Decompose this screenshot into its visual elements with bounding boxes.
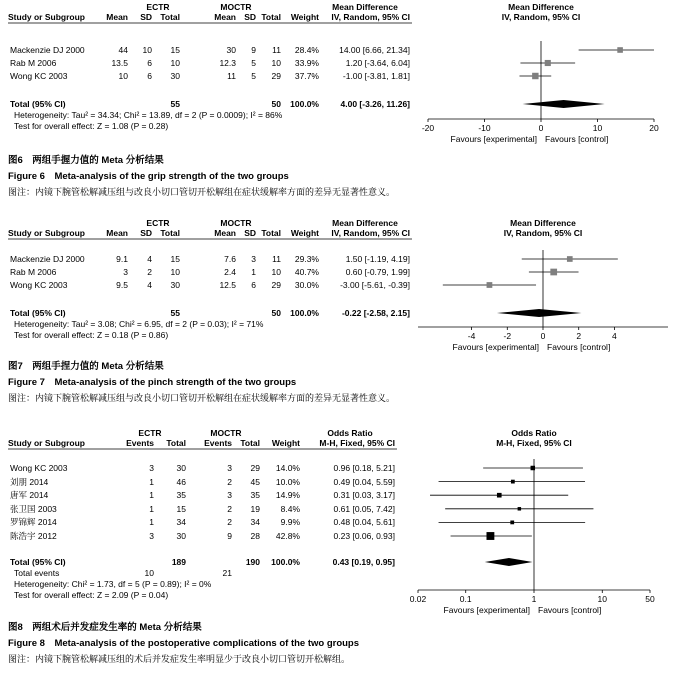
figure-8-forest-plot: [0, 426, 683, 682]
column-header-study: Study or Subgroup: [8, 438, 85, 448]
study-ci: -1.00 [-3.81, 1.81]: [342, 71, 410, 81]
study-weight: 42.8%: [275, 531, 300, 541]
study-value: 9: [227, 531, 232, 541]
study-value: 1: [149, 476, 154, 487]
study-ci: 0.49 [0.04, 5.59]: [333, 476, 395, 487]
study-value: 19: [250, 503, 260, 514]
column-header-weight: Weight: [290, 12, 319, 22]
x-axis-tick-label: 10: [592, 123, 603, 133]
total-weight: 100.0%: [290, 308, 319, 318]
study-name: Wong KC 2003: [10, 280, 68, 290]
study-value: 5: [251, 71, 256, 81]
study-ci: -3.00 [-5.61, -0.39]: [340, 280, 410, 290]
study-value: 29: [271, 280, 281, 290]
column-header: Total: [160, 228, 180, 238]
study-point-estimate: [511, 480, 515, 484]
favours-right-label: Favours [control]: [545, 134, 609, 144]
study-point-estimate: [550, 269, 557, 276]
study-name: Mackenzie DJ 2000: [10, 45, 85, 55]
study-value: 2.4: [224, 267, 236, 277]
group-header-experimental: ECTR: [146, 2, 170, 12]
study-ci: 0.60 [-0.79, 1.99]: [345, 267, 410, 277]
study-value: 3: [227, 490, 232, 501]
study-ci: 1.20 [-3.64, 6.04]: [345, 58, 410, 68]
study-value: 1: [149, 503, 154, 514]
column-header-study: Study or Subgroup: [8, 12, 85, 22]
total-events-experimental: 10: [144, 568, 154, 578]
column-header: SD: [140, 228, 152, 238]
study-ci: 0.61 [0.05, 7.42]: [333, 503, 395, 514]
study-weight: 28.4%: [294, 45, 319, 55]
study-name: 唐军 2014: [10, 490, 49, 501]
study-weight: 29.3%: [294, 254, 319, 264]
figure-note: 图注：内镜下腕管松解减压组的术后并发症发生率明显少于改良小切口管切开松解组。: [8, 654, 351, 664]
study-name: Rab M 2006: [10, 58, 57, 68]
study-name: Rab M 2006: [10, 267, 57, 277]
study-weight: 33.9%: [294, 58, 319, 68]
study-value: 3: [123, 267, 128, 277]
study-value: 29: [250, 463, 260, 473]
effect-header-table: Mean Difference: [332, 2, 398, 12]
study-value: 6: [147, 58, 152, 68]
column-header: Total: [166, 438, 186, 448]
study-value: 2: [227, 503, 232, 514]
column-header-ci: IV, Random, 95% CI: [331, 12, 410, 22]
study-value: 5: [251, 58, 256, 68]
study-point-estimate: [487, 282, 493, 288]
total-n2: 190: [245, 557, 260, 567]
column-header-ci: IV, Random, 95% CI: [331, 228, 410, 238]
study-value: 35: [250, 490, 260, 501]
plot-header-method: IV, Random, 95% CI: [503, 228, 583, 238]
plot-header-method: M-H, Fixed, 95% CI: [496, 438, 572, 448]
study-value: 10: [170, 58, 180, 68]
column-header: SD: [140, 12, 152, 22]
overall-effect-text: Test for overall effect: Z = 2.09 (P = 0.04): [14, 590, 169, 600]
x-axis-tick-label: -2: [503, 331, 512, 341]
column-header: Events: [126, 438, 154, 448]
x-axis-tick-label: 0.02: [409, 594, 427, 604]
column-header: Total: [261, 12, 281, 22]
study-value: 9.5: [116, 280, 128, 290]
effect-header-table: Mean Difference: [332, 218, 398, 228]
study-value: 2: [147, 267, 152, 277]
favours-right-label: Favours [control]: [538, 605, 602, 615]
x-axis-tick-label: 20: [649, 123, 659, 133]
study-value: 4: [147, 254, 152, 264]
study-value: 11: [272, 254, 281, 264]
study-value: 11: [227, 71, 236, 81]
study-name: Wong KC 2003: [10, 463, 68, 473]
study-point-estimate: [617, 47, 623, 53]
study-ci: 0.48 [0.04, 5.61]: [333, 517, 395, 528]
study-ci: 0.23 [0.06, 0.93]: [333, 531, 395, 541]
study-value: 6: [251, 280, 256, 290]
x-axis-tick-label: 2: [576, 331, 582, 341]
study-point-estimate: [510, 521, 514, 525]
total-ci: -0.22 [-2.58, 2.15]: [341, 308, 410, 318]
group-header-control: MOCTR: [210, 428, 242, 438]
study-ci: 14.00 [6.66, 21.34]: [339, 45, 410, 55]
total-events-label: Total events: [14, 568, 60, 578]
x-axis-tick-label: -4: [467, 331, 476, 341]
x-axis-tick-label: 50: [645, 594, 655, 604]
x-axis-tick-label: 4: [612, 331, 617, 341]
study-weight: 14.9%: [275, 490, 300, 501]
column-header-weight: Weight: [271, 438, 300, 448]
figure-7-forest-plot: [0, 216, 683, 408]
total-weight: 100.0%: [271, 557, 300, 567]
study-point-estimate: [545, 60, 551, 66]
study-name: 张卫国 2003: [10, 503, 57, 514]
study-value: 10: [170, 267, 180, 277]
study-value: 35: [176, 490, 186, 501]
study-weight: 8.4%: [280, 503, 300, 514]
overall-effect-text: Test for overall effect: Z = 1.08 (P = 0.28): [14, 121, 169, 131]
overall-effect-text: Test for overall effect: Z = 0.18 (P = 0.86): [14, 330, 169, 340]
study-ci: 1.50 [-1.19, 4.19]: [345, 254, 410, 264]
study-point-estimate: [518, 507, 521, 510]
group-header-experimental: ECTR: [138, 428, 162, 438]
study-point-estimate: [567, 256, 573, 262]
favours-left-label: Favours [experimental]: [450, 134, 537, 144]
heterogeneity-text: Heterogeneity: Chi² = 1.73, df = 5 (P = 0.89); I² = 0%: [14, 579, 212, 589]
study-ci: 0.96 [0.18, 5.21]: [333, 463, 395, 473]
x-axis-tick-label: 1: [531, 594, 537, 604]
study-name: 罗锦辉 2014: [10, 517, 57, 528]
column-header: SD: [244, 228, 256, 238]
column-header: SD: [244, 12, 256, 22]
study-value: 3: [149, 531, 154, 541]
study-value: 7.6: [224, 254, 236, 264]
study-value: 34: [176, 517, 186, 528]
x-axis-tick-label: 0.1: [459, 594, 472, 604]
study-weight: 9.9%: [280, 517, 300, 528]
heterogeneity-text: Heterogeneity: Tau² = 34.34; Chi² = 13.89, df = 2 (P = 0.0009); I² = 86%: [14, 110, 283, 120]
study-value: 9: [251, 45, 256, 55]
favours-left-label: Favours [experimental]: [452, 342, 539, 352]
figure-caption-chinese: 图8 两组术后并发症发生率的 Meta 分析结果: [8, 622, 202, 633]
study-value: 3: [227, 463, 232, 473]
total-diamond: [497, 309, 581, 317]
study-value: 15: [176, 503, 186, 514]
group-header-experimental: ECTR: [146, 218, 170, 228]
study-value: 30: [170, 71, 180, 81]
column-header: Total: [160, 12, 180, 22]
total-n1: 55: [170, 99, 180, 109]
total-diamond: [485, 558, 533, 566]
column-header-study: Study or Subgroup: [8, 228, 85, 238]
figure-note: 图注：内镜下腕管松解减压组与改良小切口管切开松解组在症状缓解率方面的差异无显著性意义。: [8, 393, 396, 403]
group-header-control: MOCTR: [220, 2, 252, 12]
figure-caption-english: Figure 6 Meta-analysis of the grip strength of the two groups: [8, 171, 289, 182]
study-value: 2: [227, 517, 232, 528]
study-name: 陈浩宇 2012: [10, 531, 57, 541]
study-value: 6: [147, 71, 152, 81]
figure-caption-chinese: 图6 两组手握力值的 Meta 分析结果: [8, 155, 164, 166]
study-value: 3: [149, 463, 154, 473]
column-header: Mean: [214, 228, 236, 238]
study-value: 1: [149, 517, 154, 528]
total-ci: 4.00 [-3.26, 11.26]: [340, 99, 410, 109]
figure-caption-chinese: 图7 两组手捏力值的 Meta 分析结果: [8, 361, 164, 372]
study-value: 10: [118, 71, 128, 81]
study-value: 10: [142, 45, 152, 55]
x-axis-tick-label: -10: [478, 123, 491, 133]
column-header: Total: [240, 438, 260, 448]
total-n1: 189: [171, 557, 186, 567]
study-weight: 40.7%: [294, 267, 319, 277]
study-weight: 14.0%: [275, 463, 300, 473]
column-header-weight: Weight: [290, 228, 319, 238]
study-value: 10: [271, 267, 281, 277]
study-ci: 0.31 [0.03, 3.17]: [333, 490, 395, 501]
figure-note: 图注：内镜下腕管松解减压组与改良小切口管切开松解组在症状缓解率方面的差异无显著性意义。: [8, 187, 396, 197]
plot-header-method: IV, Random, 95% CI: [501, 12, 581, 22]
study-value: 30: [170, 280, 180, 290]
heterogeneity-text: Heterogeneity: Tau² = 3.08; Chi² = 6.95, df = 2 (P = 0.03); I² = 71%: [14, 319, 264, 329]
x-axis-tick-label: 10: [597, 594, 607, 604]
study-value: 1: [251, 267, 256, 277]
study-point-estimate: [497, 493, 502, 498]
study-value: 9.1: [116, 254, 128, 264]
figure-caption-english: Figure 7 Meta-analysis of the pinch strength of the two groups: [8, 377, 297, 388]
study-name: Mackenzie DJ 2000: [10, 254, 85, 264]
effect-header-plot: Mean Difference: [508, 2, 574, 12]
x-axis-tick-label: -20: [421, 123, 435, 133]
study-value: 46: [176, 476, 186, 487]
study-value: 45: [250, 476, 260, 487]
study-value: 30: [226, 45, 236, 55]
favours-left-label: Favours [experimental]: [443, 605, 530, 615]
favours-right-label: Favours [control]: [547, 342, 611, 352]
study-value: 2: [227, 476, 232, 487]
study-value: 44: [118, 45, 128, 55]
study-value: 15: [170, 45, 180, 55]
study-value: 11: [272, 45, 281, 55]
effect-header-plot: Odds Ratio: [511, 428, 557, 438]
total-label: Total (95% CI): [10, 557, 66, 567]
total-label: Total (95% CI): [10, 99, 66, 109]
study-value: 34: [250, 517, 260, 528]
total-n1: 55: [170, 308, 180, 318]
study-value: 30: [176, 531, 186, 541]
study-value: 10: [271, 58, 281, 68]
study-name: Wong KC 2003: [10, 71, 68, 81]
x-axis-tick-label: 0: [540, 331, 546, 341]
column-header: Mean: [106, 12, 128, 22]
column-header: Events: [204, 438, 232, 448]
study-value: 3: [251, 254, 256, 264]
study-value: 30: [176, 463, 186, 473]
column-header: Mean: [106, 228, 128, 238]
column-header-ci: M-H, Fixed, 95% CI: [319, 438, 395, 448]
effect-header-plot: Mean Difference: [510, 218, 576, 228]
study-value: 12.5: [219, 280, 236, 290]
x-axis-tick-label: 0: [538, 123, 544, 133]
study-weight: 30.0%: [294, 280, 319, 290]
effect-header-table: Odds Ratio: [327, 428, 373, 438]
study-weight: 37.7%: [294, 71, 319, 81]
study-name: 刘朋 2014: [10, 476, 49, 487]
figure-caption-english: Figure 8 Meta-analysis of the postoperative complications of the two groups: [8, 638, 360, 649]
total-diamond: [523, 100, 605, 108]
study-point-estimate: [486, 532, 494, 540]
study-value: 15: [170, 254, 180, 264]
total-label: Total (95% CI): [10, 308, 66, 318]
total-n2: 50: [271, 308, 281, 318]
column-header: Mean: [214, 12, 236, 22]
study-point-estimate: [532, 73, 538, 79]
study-value: 13.5: [111, 58, 128, 68]
total-events-control: 21: [222, 568, 232, 578]
study-value: 1: [149, 490, 154, 501]
study-value: 28: [250, 531, 260, 541]
figure-6-forest-plot: [0, 0, 683, 206]
total-n2: 50: [271, 99, 281, 109]
total-ci: 0.43 [0.19, 0.95]: [332, 557, 395, 567]
column-header: Total: [261, 228, 281, 238]
study-value: 4: [147, 280, 152, 290]
total-weight: 100.0%: [290, 99, 319, 109]
group-header-control: MOCTR: [220, 218, 252, 228]
study-value: 29: [271, 71, 281, 81]
study-value: 12.3: [219, 58, 236, 68]
study-weight: 10.0%: [275, 476, 300, 487]
